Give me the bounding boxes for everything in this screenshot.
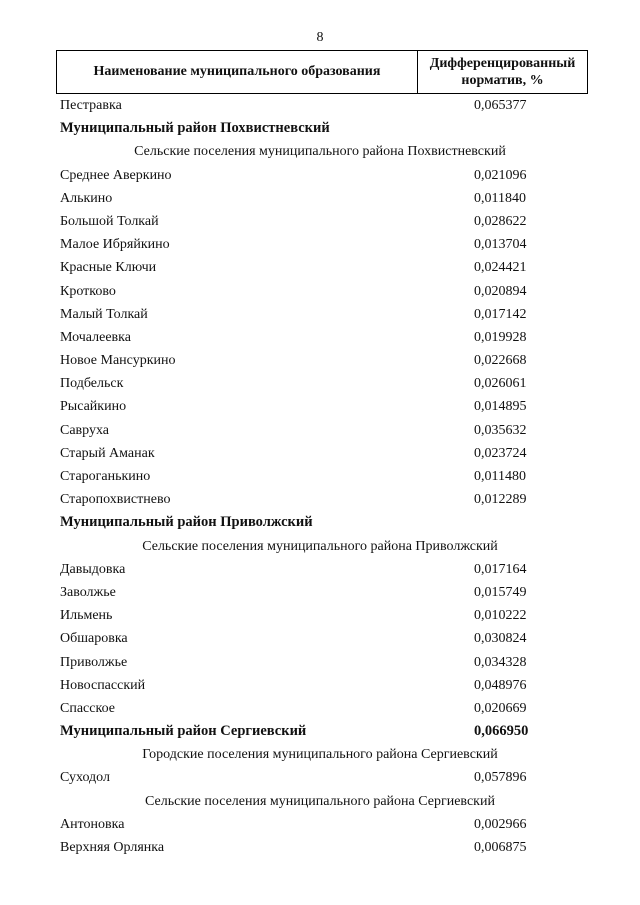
table-row	[0, 697, 640, 720]
table-row	[0, 233, 640, 256]
row-name: Заволжье	[60, 584, 116, 600]
row-name: Муниципальный район Похвистневский	[60, 120, 330, 137]
table-row	[0, 256, 640, 279]
row-name: Алькино	[60, 190, 113, 206]
row-name: Городские поселения муниципального района Сергиевский	[142, 747, 498, 763]
table-row	[0, 372, 640, 395]
row-name: Старый Аманак	[60, 445, 155, 461]
table-row	[0, 766, 640, 789]
district-row	[0, 117, 640, 140]
row-value: 0,057896	[474, 770, 527, 786]
row-name: Спасское	[60, 700, 115, 716]
table-row	[0, 836, 640, 859]
row-name: Подбельск	[60, 376, 124, 392]
table-row	[0, 813, 640, 836]
row-name: Малый Толкай	[60, 306, 148, 322]
row-name: Староганькино	[60, 469, 151, 484]
row-value: 0,020894	[474, 283, 527, 299]
table-row	[0, 465, 640, 488]
row-name: Давыдовка	[60, 561, 126, 577]
section-subheader	[0, 743, 640, 766]
table-row	[0, 604, 640, 627]
column-header-value: Дифференцированный норматив, %	[429, 56, 576, 88]
row-name: Пестравка	[60, 98, 122, 113]
table-header	[56, 50, 588, 94]
row-value: 0,034328	[474, 654, 527, 670]
table-row	[0, 581, 640, 604]
page-number: 8	[316, 30, 324, 45]
section-subheader	[0, 140, 640, 163]
table-row	[0, 674, 640, 697]
row-name: Суходол	[60, 770, 110, 786]
table-row	[0, 326, 640, 349]
table-row	[0, 349, 640, 372]
row-name: Старопохвистнево	[60, 492, 171, 508]
table-row	[0, 210, 640, 233]
row-name: Ильмень	[60, 608, 113, 624]
table-row	[0, 164, 640, 187]
row-name: Савруха	[60, 422, 110, 438]
table-row	[0, 419, 640, 442]
table-body	[0, 94, 640, 859]
row-value: 0,024421	[474, 260, 527, 276]
row-value: 0,015749	[474, 584, 527, 600]
table-row	[0, 395, 640, 418]
row-value: 0,022668	[474, 353, 527, 369]
row-value: 0,002966	[474, 816, 527, 832]
row-name: Кротково	[60, 283, 116, 299]
row-value: 0,011840	[474, 190, 526, 206]
row-value: 0,017164	[474, 561, 527, 577]
row-name: Сельские поселения муниципального района Приволжский	[142, 538, 498, 554]
row-value: 0,021096	[474, 167, 527, 183]
row-name: Сельские поселения муниципального района Похвистневский	[134, 144, 506, 160]
table-row	[0, 558, 640, 581]
row-value: 0,011480	[474, 469, 526, 484]
row-value: 0,035632	[474, 422, 527, 438]
column-header-name: Наименование муниципального образования	[57, 51, 418, 93]
row-value: 0,030824	[474, 631, 527, 647]
table-row	[0, 488, 640, 511]
row-name: Новоспасский	[60, 677, 146, 693]
row-name: Муниципальный район Сергиевский	[60, 723, 307, 740]
row-value: 0,006875	[474, 840, 527, 855]
row-name: Мочалеевка	[60, 329, 131, 345]
row-value: 0,020669	[474, 700, 527, 716]
district-row	[0, 720, 640, 743]
row-name: Малое Ибряйкино	[60, 237, 170, 253]
district-row	[0, 511, 640, 534]
row-value: 0,014895	[474, 399, 527, 415]
table-row	[0, 627, 640, 650]
row-name: Красные Ключи	[60, 260, 157, 276]
row-name: Муниципальный район Приволжский	[60, 514, 313, 531]
table-row	[0, 442, 640, 465]
row-value: 0,066950	[474, 723, 529, 740]
row-name: Верхняя Орлянка	[60, 840, 165, 855]
table-row	[0, 94, 640, 117]
row-value: 0,010222	[474, 608, 527, 624]
row-name: Новое Мансуркино	[60, 353, 176, 369]
row-value: 0,019928	[474, 329, 527, 345]
row-value: 0,013704	[474, 237, 527, 253]
row-value: 0,026061	[474, 376, 527, 392]
row-name: Приволжье	[60, 654, 128, 670]
row-value: 0,017142	[474, 306, 527, 322]
row-value: 0,028622	[474, 213, 527, 229]
row-value: 0,048976	[474, 677, 527, 693]
row-value: 0,023724	[474, 445, 527, 461]
section-subheader	[0, 790, 640, 813]
row-value: 0,065377	[474, 98, 527, 113]
row-value: 0,012289	[474, 492, 527, 508]
table-row	[0, 651, 640, 674]
row-name: Рысайкино	[60, 399, 127, 415]
row-name: Антоновка	[60, 816, 125, 832]
table-row	[0, 303, 640, 326]
table-row	[0, 187, 640, 210]
section-subheader	[0, 535, 640, 558]
table-row	[0, 280, 640, 303]
row-name: Большой Толкай	[60, 213, 159, 229]
row-name: Среднее Аверкино	[60, 167, 172, 183]
row-name: Обшаровка	[60, 631, 128, 647]
row-name: Сельские поселения муниципального района Сергиевский	[145, 793, 495, 809]
